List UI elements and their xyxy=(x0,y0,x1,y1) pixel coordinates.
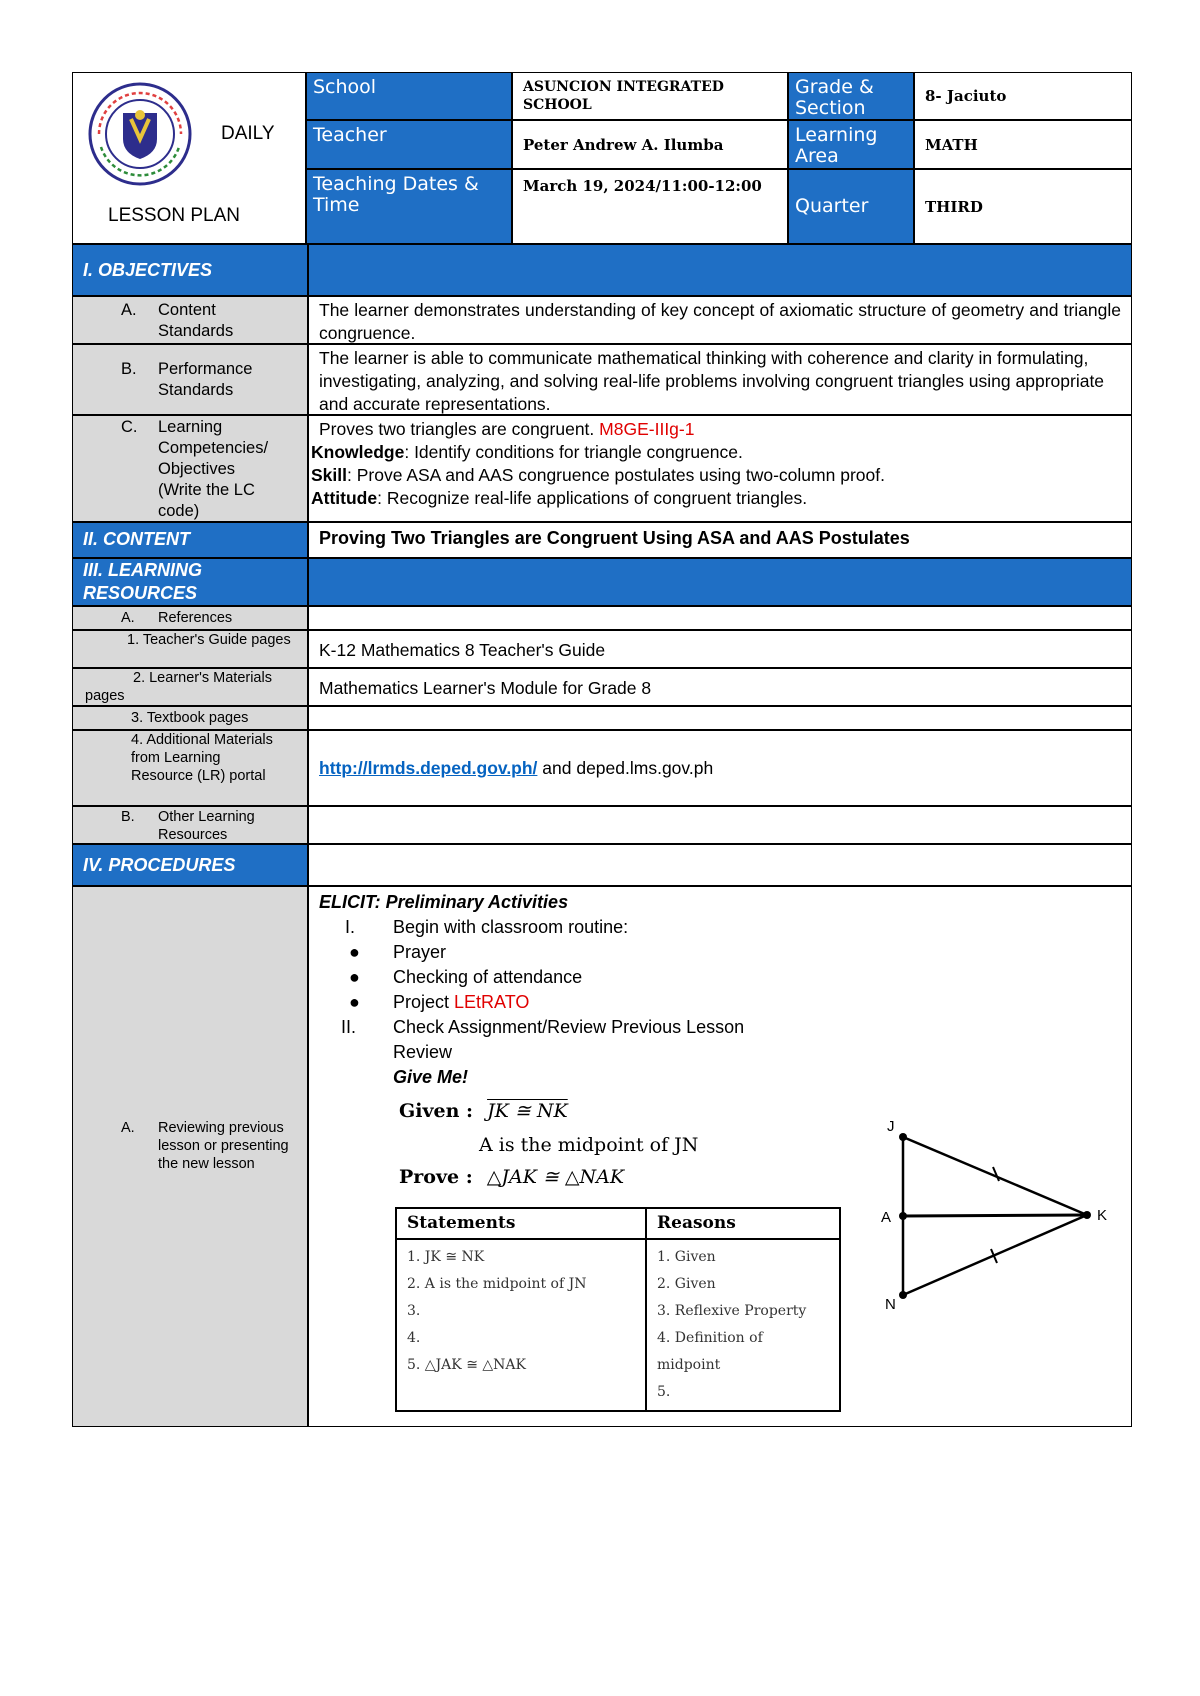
other-resources-value-cell xyxy=(308,806,1132,844)
bullet-project xyxy=(349,990,529,1015)
tick-jk xyxy=(993,1167,999,1181)
content-standards-text: The learner demonstrates understanding of key concept of axiomatic structure of geometry and triangle congruence. xyxy=(308,296,1132,344)
segment-nk xyxy=(903,1215,1087,1295)
item1-number: I. xyxy=(345,917,356,937)
content-standards-label-cell xyxy=(72,296,308,344)
segment-ak xyxy=(903,1215,1087,1216)
point-k xyxy=(1083,1211,1091,1219)
triangle-figure xyxy=(859,1119,1119,1319)
attitude-label: Attitude xyxy=(311,488,378,508)
given-line2: A is the midpoint of JN xyxy=(479,1134,699,1156)
competencies-letter: C. xyxy=(121,418,138,436)
statement-row: 2. A is the midpoint of JN xyxy=(407,1276,587,1292)
content-title: II. CONTENT xyxy=(72,522,308,558)
point-j xyxy=(899,1133,907,1141)
skill-line xyxy=(311,464,885,488)
competencies-label: Learning Competencies/ Objectives (Write the LC code) xyxy=(158,418,269,520)
objectives-title: I. OBJECTIVES xyxy=(72,244,308,296)
prove-expr: △JAK ≅ △NAK xyxy=(486,1166,625,1188)
objectives-title-right xyxy=(308,244,1132,296)
label-n: N xyxy=(885,1296,896,1313)
proof-table xyxy=(395,1207,841,1412)
procedures-title: IV. PROCEDURES xyxy=(72,844,308,886)
label-j: J xyxy=(887,1119,895,1135)
bullet-prayer-text: Prayer xyxy=(393,942,447,962)
content-text: Proving Two Triangles are Congruent Using ASA and AAS Postulates xyxy=(308,522,1132,558)
competency-line xyxy=(319,418,694,442)
label-k: K xyxy=(1097,1207,1108,1224)
reason-row: 3. Reflexive Property xyxy=(657,1303,807,1319)
quarter-label: Quarter xyxy=(788,169,914,244)
elicit-heading: ELICIT: Preliminary Activities xyxy=(319,892,569,912)
content-standards-label: Content Standards xyxy=(158,301,234,340)
references-value-cell xyxy=(308,606,1132,630)
skill-text: : Prove ASA and AAS congruence postulates using two-column proof. xyxy=(347,465,885,485)
point-a xyxy=(899,1212,907,1220)
teacher-label: Teacher xyxy=(306,120,512,169)
additional-label: 4. Additional Materials from Learning Resource (LR) portal xyxy=(131,732,273,784)
given-label: Given : xyxy=(399,1100,474,1122)
reasons-header: Reasons xyxy=(646,1208,840,1239)
performance-standards-label: Performance Standards xyxy=(158,360,253,399)
bullet-project-prefix: Project xyxy=(393,992,455,1012)
resources-title: III. LEARNING RESOURCES xyxy=(72,558,308,606)
item2-number: II. xyxy=(341,1017,357,1037)
title-lesson-plan: LESSON PLAN xyxy=(108,205,240,226)
grade-label: Grade & Section xyxy=(788,72,914,120)
point-n xyxy=(899,1291,907,1299)
other-resources-letter: B. xyxy=(121,809,135,825)
lm-label: 2. Learner's Materials pages xyxy=(72,668,308,706)
statements-column xyxy=(396,1239,646,1411)
area-value: MATH xyxy=(914,120,1132,169)
segment-jk xyxy=(903,1137,1087,1215)
content-standards-letter: A. xyxy=(121,301,137,319)
given-line xyxy=(399,1099,568,1124)
attitude-line xyxy=(311,487,807,511)
resources-title-right xyxy=(308,558,1132,606)
reviewing-label-cell xyxy=(72,886,308,1427)
textbook-value-cell xyxy=(308,706,1132,730)
prove-line xyxy=(399,1165,624,1190)
statement-row: 3. xyxy=(407,1303,421,1319)
prove-label: Prove : xyxy=(399,1166,473,1188)
area-label: Learning Area xyxy=(788,120,914,169)
bullet-dot-icon: ● xyxy=(349,992,360,1012)
performance-standards-label-cell xyxy=(72,344,308,415)
statement-row: 5. △JAK ≅ △NAK xyxy=(407,1357,526,1373)
other-resources-label-cell xyxy=(72,806,308,844)
competencies-label-cell xyxy=(72,415,308,522)
lrmds-link[interactable]: http://lrmds.deped.gov.ph/ xyxy=(319,758,538,778)
performance-standards-letter: B. xyxy=(121,360,137,378)
lm-value: Mathematics Learner's Module for Grade 8 xyxy=(308,668,1132,706)
references-label-cell xyxy=(72,606,308,630)
other-resources-label: Other Learning Resources xyxy=(158,809,255,843)
competency-code: M8GE-IIIg-1 xyxy=(599,419,695,439)
skill-label: Skill xyxy=(311,465,347,485)
tg-value: K-12 Mathematics 8 Teacher's Guide xyxy=(308,630,1132,668)
school-label: School xyxy=(306,72,512,120)
competency-text: Proves two triangles are congruent. xyxy=(319,419,595,439)
reviewing-letter: A. xyxy=(121,1120,135,1136)
dates-label: Teaching Dates & Time xyxy=(306,169,512,244)
attitude-text: : Recognize real-life applications of congruent triangles. xyxy=(377,488,808,508)
knowledge-text: : Identify conditions for triangle congruence. xyxy=(404,442,743,462)
reason-row: 2. Given xyxy=(657,1276,716,1292)
references-letter: A. xyxy=(121,610,135,626)
reasons-column xyxy=(646,1239,840,1411)
reviewing-content-cell xyxy=(308,886,1132,1427)
label-a: A xyxy=(881,1209,892,1226)
given-expr: JK ≅ NK xyxy=(487,1100,568,1122)
additional-value-cell xyxy=(308,730,1132,806)
tg-label: 1. Teacher's Guide pages xyxy=(72,630,308,668)
bullet-dot-icon: ● xyxy=(349,967,360,987)
header-title-cell xyxy=(72,72,306,244)
bullet-attendance xyxy=(349,965,582,990)
item1-text: Begin with classroom routine: xyxy=(393,917,629,937)
give-me-heading: Give Me! xyxy=(393,1067,469,1087)
dates-value: March 19, 2024/11:00-12:00 xyxy=(512,169,788,244)
additional-label-cell xyxy=(72,730,308,806)
deped-seal-icon xyxy=(79,79,201,189)
reason-row: 4. Definition of midpoint xyxy=(657,1330,763,1373)
bullet-prayer xyxy=(349,940,446,965)
statement-row: 1. JK ≅ NK xyxy=(407,1249,485,1265)
reviewing-label: Reviewing previous lesson or presenting the new lesson xyxy=(158,1120,289,1172)
competencies-cell xyxy=(308,415,1132,522)
knowledge-line xyxy=(311,441,743,465)
performance-standards-text: The learner is able to communicate mathematical thinking with coherence and clarity in formulating, investigating, analyzing, and solving real-life problems involving congruent triangles using appropriate and accurate representations. xyxy=(308,344,1132,415)
textbook-label: 3. Textbook pages xyxy=(72,706,308,730)
reason-row: 1. Given xyxy=(657,1249,716,1265)
quarter-value: THIRD xyxy=(914,169,1132,244)
statements-header: Statements xyxy=(396,1208,646,1239)
reason-row: 5. xyxy=(657,1384,671,1400)
school-value: ASUNCION INTEGRATED SCHOOL xyxy=(512,72,788,120)
teacher-value: Peter Andrew A. Ilumba xyxy=(512,120,788,169)
bullet-attendance-text: Checking of attendance xyxy=(393,967,583,987)
knowledge-label: Knowledge xyxy=(311,442,405,462)
bullet-project-name: LEtRATO xyxy=(454,992,530,1012)
procedures-title-right xyxy=(308,844,1132,886)
statement-row: 4. xyxy=(407,1330,421,1346)
references-label: References xyxy=(158,610,233,626)
additional-rest: and deped.lms.gov.ph xyxy=(537,758,714,778)
bullet-dot-icon: ● xyxy=(349,942,360,962)
grade-value: 8- Jaciuto xyxy=(914,72,1132,120)
item2-text: Check Assignment/Review Previous Lesson xyxy=(393,1017,745,1037)
title-daily: DAILY xyxy=(221,123,275,144)
review-text: Review xyxy=(393,1042,453,1062)
